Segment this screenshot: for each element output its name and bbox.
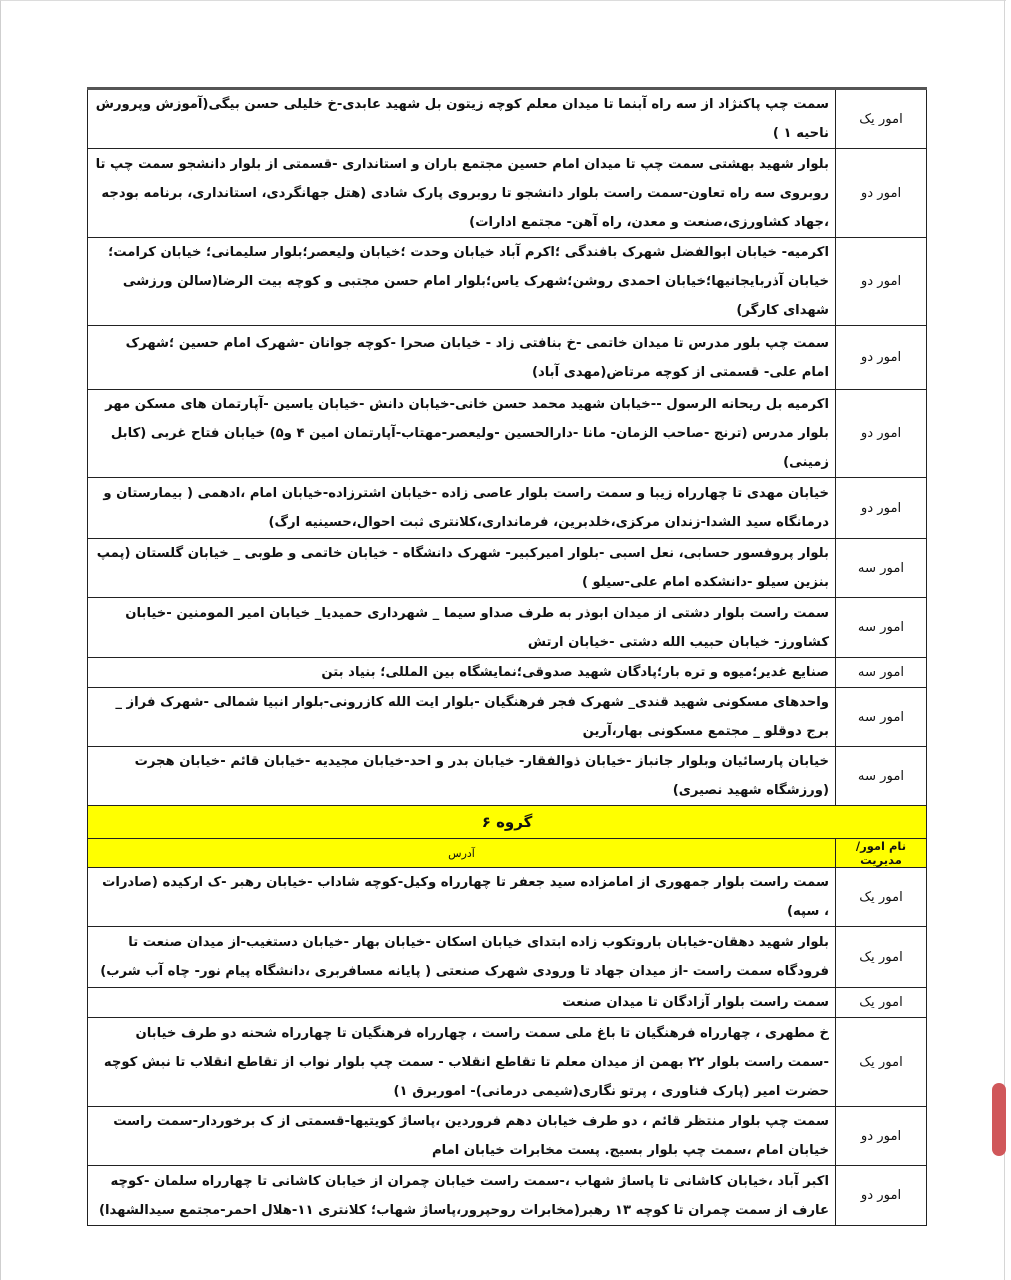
table-row (88, 149, 927, 238)
unit-name-cell: امور سه (836, 598, 927, 658)
unit-name-cell: امور دو (836, 390, 927, 478)
address-cell: اکرمیه- خیابان ابوالفضل شهرک بافندگی ؛اکرم آباد خیابان وحدت ؛خیابان ولیعصر؛بلوار سلیمانی؛ خیابان کرامت؛خیابان آذربایجانیها؛خیابان احمدی روشن؛شهرک یاس؛بلوار امام حسن مجتبی و کوچه بیت الرضا(سالن ورزشی شهدای کارگر) (88, 238, 836, 326)
table-row (88, 927, 927, 988)
unit-name-cell: امور سه (836, 747, 927, 806)
table-row (88, 988, 927, 1018)
outage-address-table (87, 87, 927, 1226)
unit-name-cell: امور دو (836, 326, 927, 390)
address-cell: سمت راست بلوار دشتی از میدان ابوذر به طرف صداو سیما _ شهرداری حمیدیا_ خیابان امیر المومنین -خیابان کشاورز- خیابان حبیب الله دشتی -خیابان ارتش (88, 598, 836, 658)
address-cell: خیابان پارسائیان وبلوار جانباز -خیابان ذوالفقار- خیابان بدر و احد-خیابان مجیدیه -خیابان قائم -خیابان هجرت (ورزشگاه شهید نصیری) (88, 747, 836, 806)
address-cell: سمت راست بلوار جمهوری از امامزاده سید جعفر تا چهارراه وکیل-کوچه شاداب -خیابان رهبر -ک ارکیده (صادرات ، سپه) (88, 868, 836, 927)
unit-name-cell: امور یک (836, 988, 927, 1018)
unit-name-cell: امور سه (836, 539, 927, 598)
unit-name-cell: امور دو (836, 1107, 927, 1166)
address-cell: بلوار پروفسور حسابی، نعل اسبی -بلوار امیرکبیر- شهرک دانشگاه - خیابان خاتمی و طوبی _ خیابان گلستان (پمپ بنزین سیلو -دانشکده امام علی-سیلو ) (88, 539, 836, 598)
table-row (88, 1107, 927, 1166)
rows-after-group (88, 868, 927, 1226)
scrollbar-thumb[interactable] (992, 1083, 1006, 1156)
table-row (88, 868, 927, 927)
unit-name-cell: امور دو (836, 478, 927, 539)
table-row (88, 89, 927, 149)
address-cell: بلوار شهید دهقان-خیابان باروتکوب زاده ابتدای خیابان اسکان -خیابان بهار -خیابان دستغیب-از میدان صنعت تا فرودگاه سمت راست -از میدان جهاد تا ورودی شهرک صنعتی ( پایانه مسافربری ،دانشگاه پیام نور- چاه آب شرب) (88, 927, 836, 988)
unit-name-cell: امور یک (836, 1018, 927, 1107)
address-cell: اکرمیه بل ریحانه الرسول --خیابان شهید محمد حسن خانی-خیابان دانش -خیابان یاسین -آپارتمان های مسکن مهر بلوار مدرس (ترنج -صاحب الزمان- مانا -دارالحسین -ولیعصر-مهتاب-آپارتمان امین ۴ و۵) خیابان فتاح غربی (کابل زمینی) (88, 390, 836, 478)
table-row (88, 238, 927, 326)
column-header-address: آدرس (88, 839, 836, 868)
table-row (88, 747, 927, 806)
unit-name-cell: امور یک (836, 868, 927, 927)
table-row (88, 598, 927, 658)
unit-name-cell: امور یک (836, 89, 927, 149)
unit-name-cell: امور سه (836, 688, 927, 747)
address-cell: واحدهای مسکونی شهید قندی_ شهرک فجر فرهنگیان -بلوار ایت الله کازرونی-بلوار انبیا شمالی -شهرک فراز _ برج دوقلو _ مجتمع مسکونی بهار،آرین (88, 688, 836, 747)
group-title: گروه ۶ (88, 806, 927, 839)
rows-before-group (88, 89, 927, 806)
table-row (88, 1166, 927, 1226)
unit-name-cell: امور دو (836, 149, 927, 238)
table-row (88, 1018, 927, 1107)
address-cell: سمت راست بلوار آزادگان تا میدان صنعت (88, 988, 836, 1018)
group-title-row (88, 806, 927, 839)
address-cell: بلوار شهید بهشتی سمت چپ تا میدان امام حسین مجتمع باران و استانداری -قسمتی از بلوار دانشجو سمت چپ تا روبروی سه راه تعاون-سمت راست بلوار دانشجو تا روبروی پارک شادی (هتل جهانگردی، استانداری، برنامه بودجه ،جهاد کشاورزی،صنعت و معدن، راه آهن- مجتمع ادارات) (88, 149, 836, 238)
address-cell: سمت چپ بلوار منتظر قائم ، دو طرف خیابان دهم فروردین ،پاساژ کویتیها-قسمتی از ک برخوردار-سمت راست خیابان امام ،سمت چپ بلوار بسیج. پست مخابرات خیابان امام (88, 1107, 836, 1166)
unit-name-cell: امور دو (836, 1166, 927, 1226)
table-row (88, 390, 927, 478)
table-row (88, 658, 927, 688)
address-cell: صنایع غدیر؛میوه و تره بار؛پادگان شهید صدوقی؛نمایشگاه بین المللی؛ بنیاد بتن (88, 658, 836, 688)
address-cell: سمت چپ پاکنژاد از سه راه آبنما تا میدان معلم کوچه زیتون بل شهید عابدی-خ خلیلی حسن بیگی(آموزش وپرورش ناحیه ۱ ) (88, 89, 836, 149)
table-row (88, 688, 927, 747)
address-cell: خ مطهری ، چهارراه فرهنگیان تا باغ ملی سمت راست ، چهارراه فرهنگیان تا چهارراه شحنه دو طرف خیابان -سمت راست بلوار ۲۲ بهمن از میدان معلم تا تقاطع انقلاب - سمت چپ بلوار نواب از تقاطع انقلاب تا نبش کوچه حضرت امیر (پارک فناوری ، پرتو نگاری(شیمی درمانی)- اموربرق ۱) (88, 1018, 836, 1107)
unit-name-cell: امور سه (836, 658, 927, 688)
table-row (88, 478, 927, 539)
column-header-row (88, 839, 927, 868)
address-cell: سمت چپ بلور مدرس تا میدان خاتمی -خ بنافتی زاد - خیابان صحرا -کوچه جوانان -شهرک امام حسین ؛شهرک امام علی- قسمتی از کوچه مرتاض(مهدی آباد) (88, 326, 836, 390)
column-header-unit: نام امور/مدیریت (836, 839, 927, 868)
unit-name-cell: امور یک (836, 927, 927, 988)
table-row (88, 326, 927, 390)
address-cell: خیابان مهدی تا چهارراه زیبا و سمت راست بلوار عاصی زاده -خیابان اشترزاده-خیابان امام ،ادهمی ( بیمارستان و درمانگاه سید الشدا-زندان مرکزی،خلدبرین، فرمانداری،کلانتری ثبت احوال،حسینیه ارگ) (88, 478, 836, 539)
table-row (88, 539, 927, 598)
group-header-section (88, 806, 927, 868)
unit-name-cell: امور دو (836, 238, 927, 326)
address-cell: اکبر آباد ،خیابان کاشانی تا پاساژ شهاب ،-سمت راست خیابان چمران از خیابان کاشانی تا چهارراه سلمان -کوچه عارف از سمت چمران تا کوچه ۱۳ رهبر(مخابرات روحپرور،پاساژ شهاب؛ کلانتری ۱۱-هلال احمر-مجتمع سیدالشهدا) (88, 1166, 836, 1226)
